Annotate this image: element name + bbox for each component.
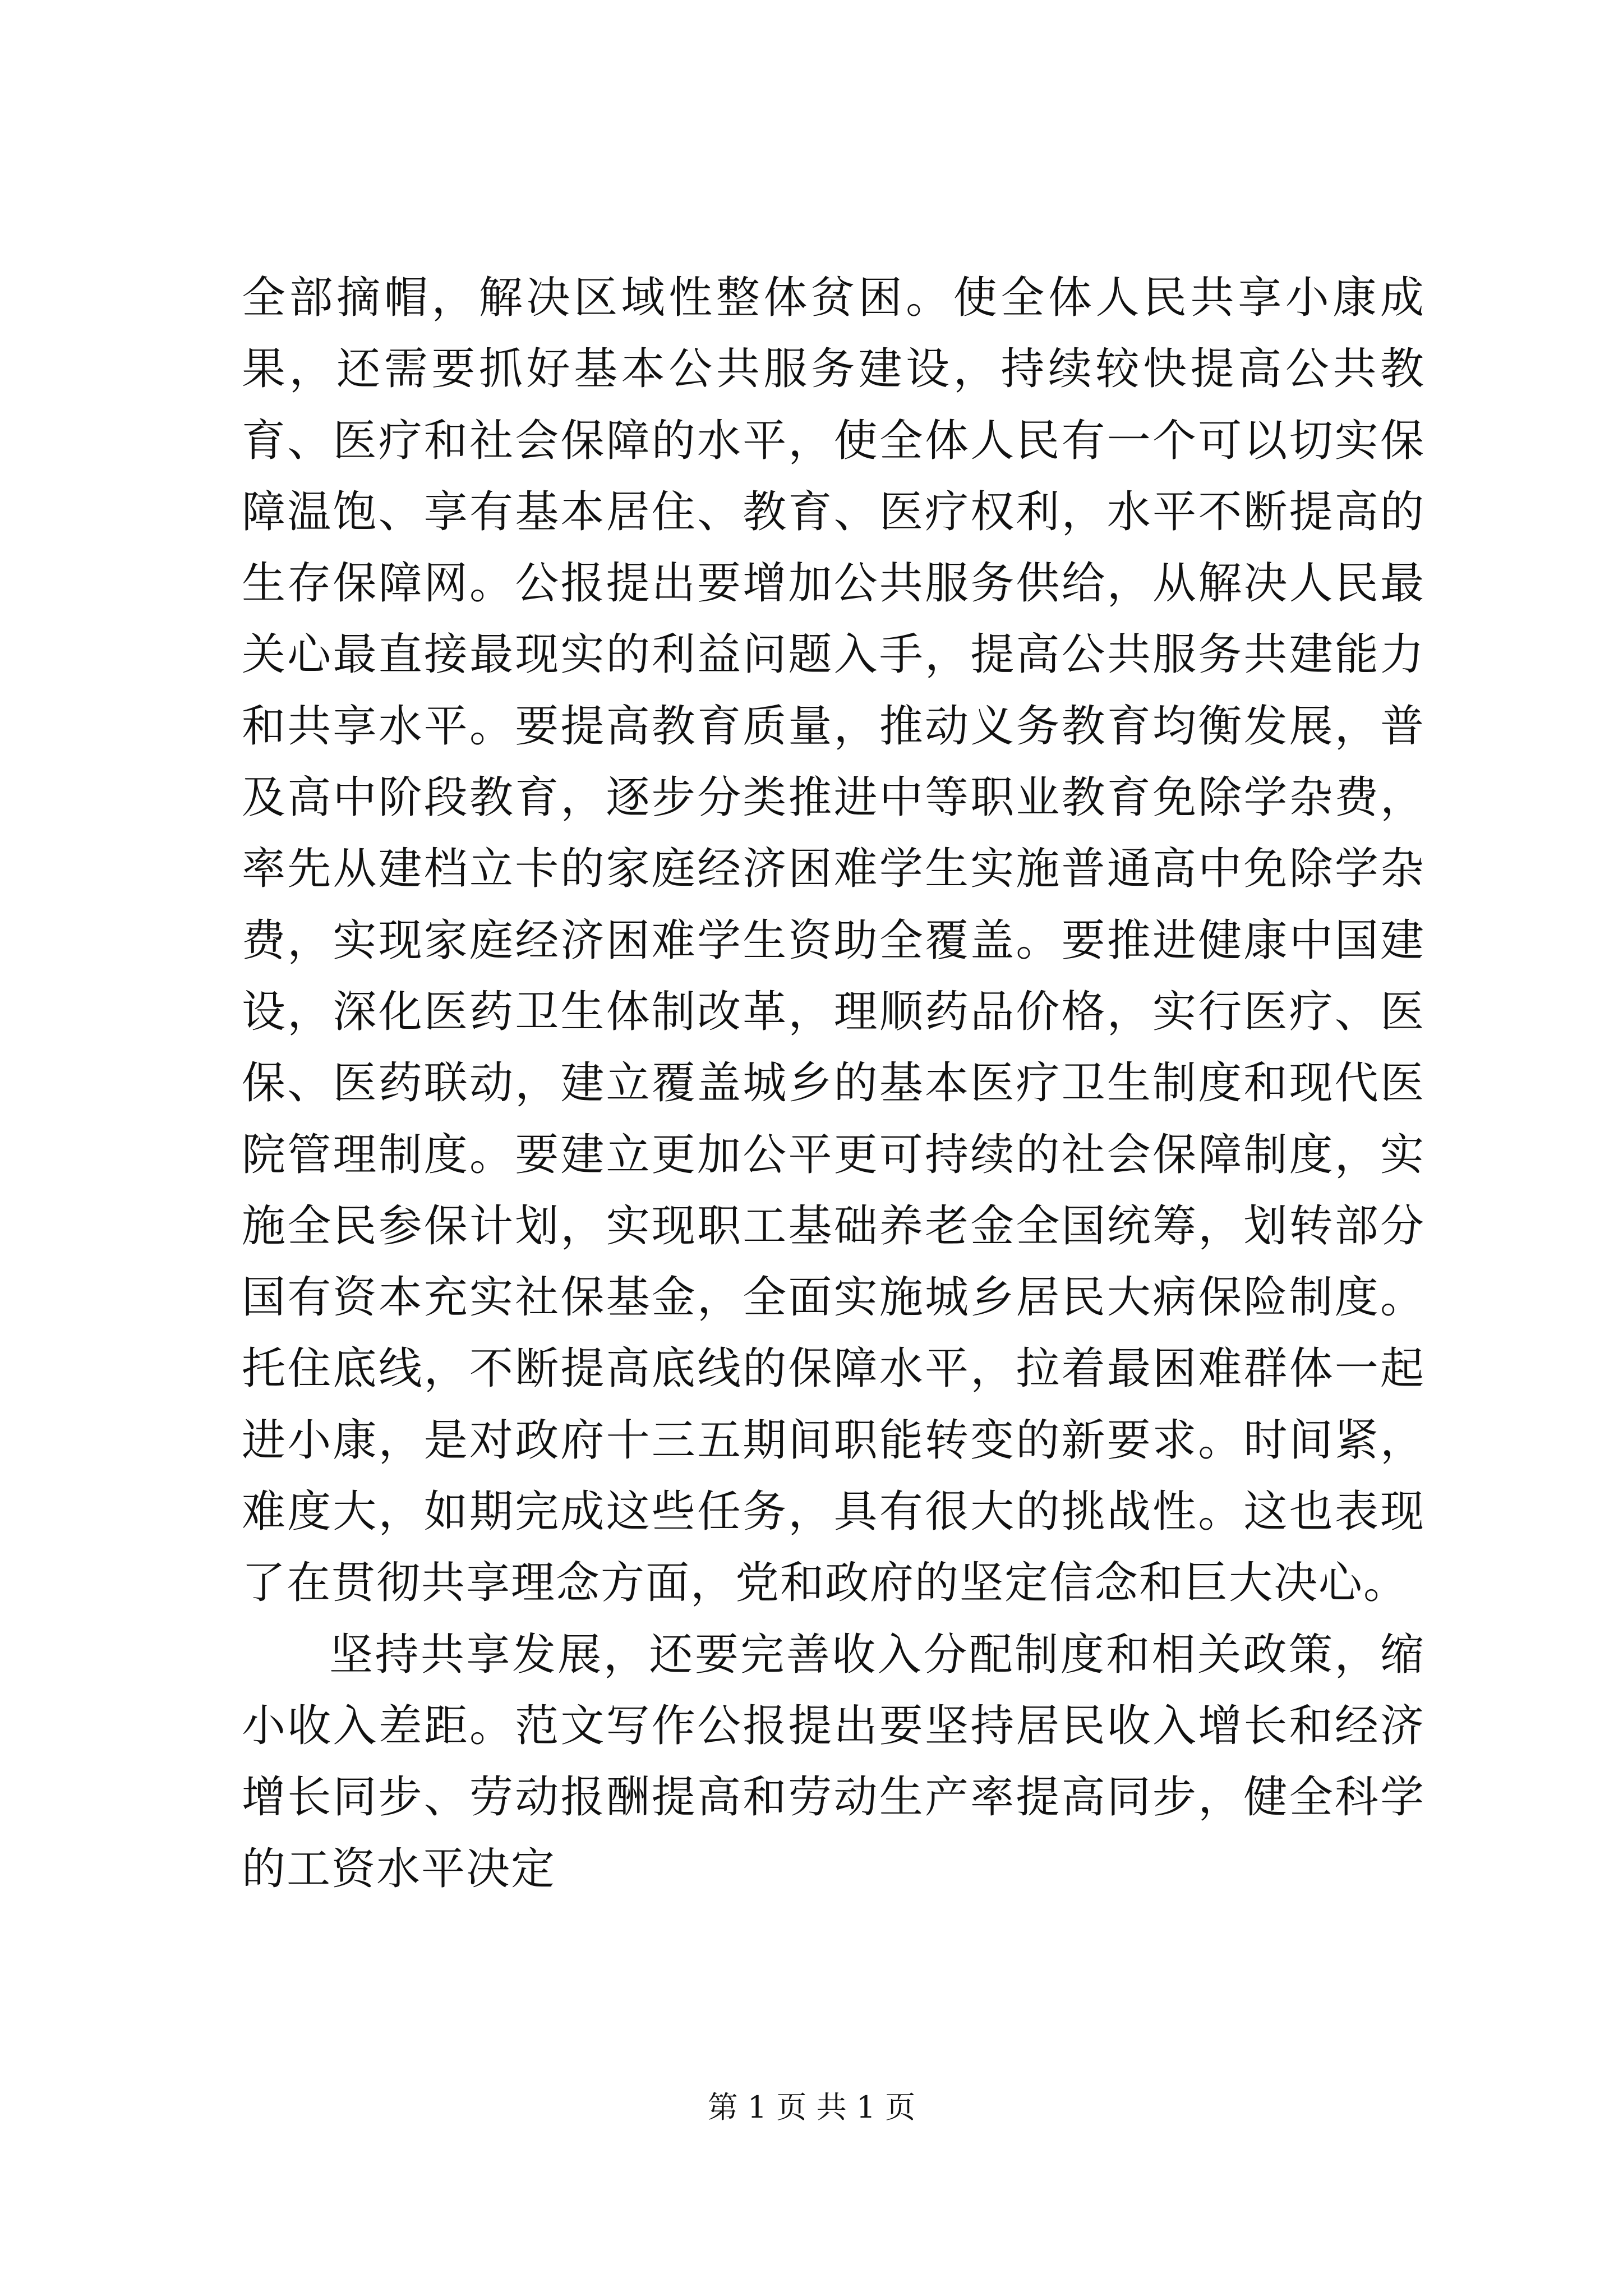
paragraph-continued: 全部摘帽，解决区域性整体贫困。使全体人民共享小康成果，还需要抓好基本公共服务建设，持续较快提高公共教育、医疗和社会保障的水平，使全体人民有一个可以切实保障温饱、享有基本居住、教育、医疗权利，水平不断提高的生存保障网。公报提出要增加公共服务供给，从解决人民最关心最直接最现实的利益问题入手，提高公共服务共建能力和共享水平。要提高教育质量，推动义务教育均衡发展，普及高中阶段教育，逐步分类推进中等职业教育免除学杂费，率先从建档立卡的家庭经济困难学生实施普通高中免除学杂费，实现家庭经济困难学生资助全覆盖。要推进健康中国建设，深化医药卫生体制改革，理顺药品价格，实行医疗、医保、医药联动，建立覆盖城乡的基本医疗卫生制度和现代医院管理制度。要建立更加公平更可持续的社会保障制度，实施全民参保计划，实现职工基础养老金全国统筹，划转部分国有资本充实社保基金，全面实施城乡居民大病保险制度。托住底线，不断提高底线的保障水平，拉着最困难群体一起进小康，是对政府十三五期间职能转变的新要求。时间紧，难度大，如期完成这些任务，具有很大的挑战性。这也表现了在贯彻共享理念方面，党和政府的坚定信念和巨大决心。 [242,273,1425,1609]
page-footer: 第 1 页 共 1 页 [707,2090,916,2125]
paragraph-shared-development: 坚持共享发展，还要完善收入分配制度和相关政策，缩小收入差距。范文写作公报提出要坚持居民收入增长和经济增长同步、劳动报酬提高和劳动生产率提高同步，健全科学的工资水平决定 [242,1629,1425,1894]
body-text [242,263,1425,1905]
